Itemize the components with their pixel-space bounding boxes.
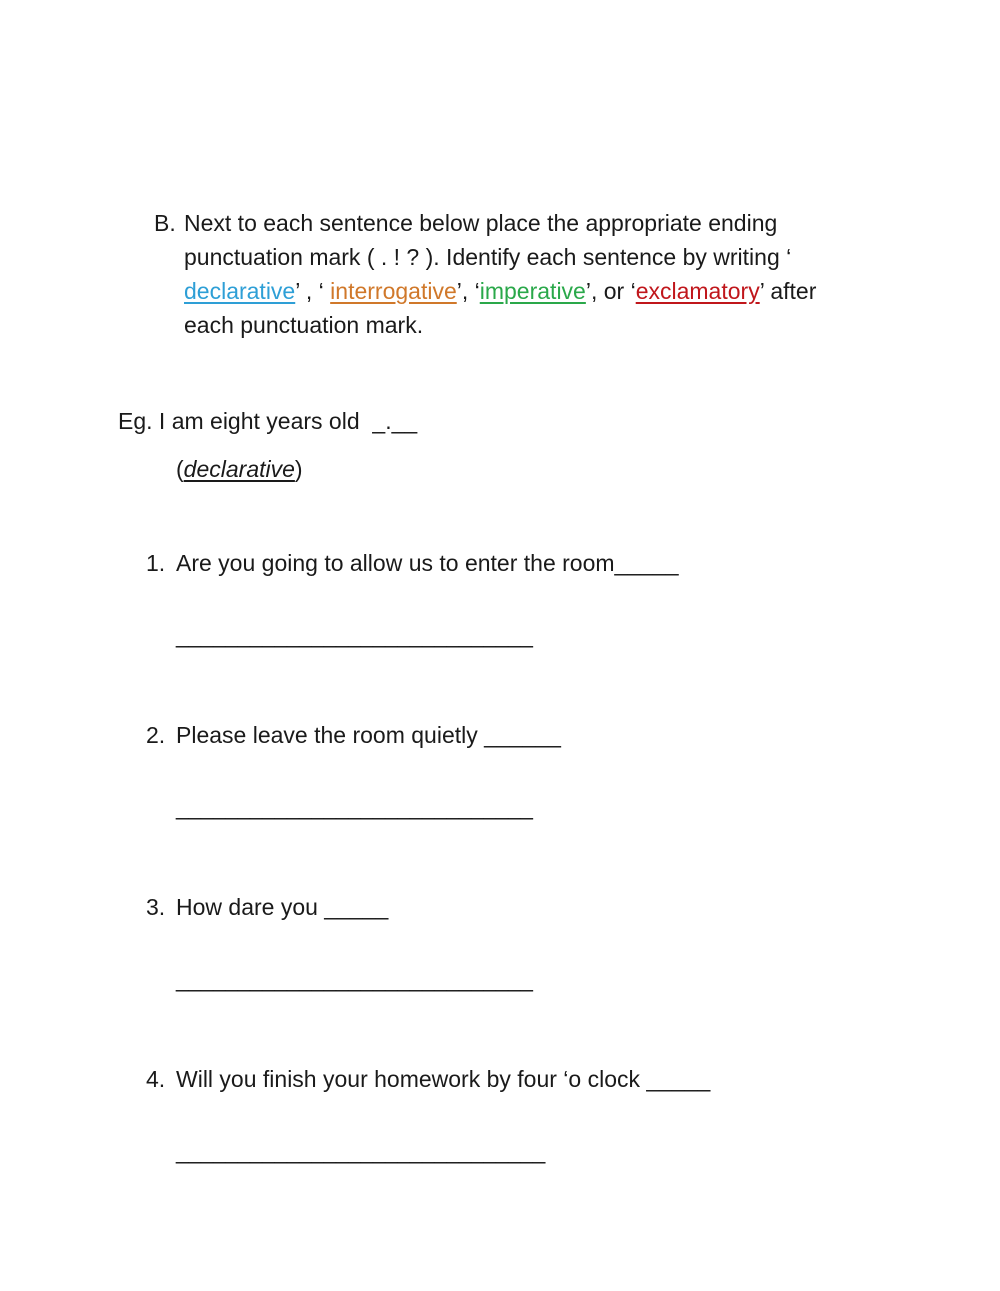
instructions-line-4: each punctuation mark. bbox=[184, 312, 424, 338]
example-text: Eg. I am eight years old bbox=[118, 408, 360, 434]
answer-line[interactable]: ______________________________ bbox=[176, 1138, 545, 1164]
interrogative-link[interactable]: interrogative bbox=[330, 278, 457, 304]
example-answer: (declarative) bbox=[176, 456, 303, 482]
question-text: Are you going to allow us to enter the room_____ bbox=[176, 550, 679, 576]
question-number: 2. bbox=[146, 722, 166, 748]
answer-line[interactable]: _____________________________ bbox=[176, 622, 533, 648]
question-number: 4. bbox=[146, 1066, 166, 1092]
instructions-line-1: Next to each sentence below place the appropriate ending bbox=[184, 210, 778, 236]
imperative-link[interactable]: imperative bbox=[479, 278, 586, 304]
separator: ’, or ‘ bbox=[585, 278, 636, 304]
example-sentence bbox=[118, 408, 417, 435]
example-answer-word: declarative bbox=[183, 456, 295, 482]
instructions-line-2: punctuation mark ( . ! ? ). Identify each sentence by writing ‘ bbox=[184, 244, 792, 270]
separator: ’, ‘ bbox=[456, 278, 480, 304]
answer-line[interactable]: _____________________________ bbox=[176, 966, 533, 992]
declarative-link[interactable]: declarative bbox=[184, 278, 296, 304]
separator: ’ after bbox=[759, 278, 817, 304]
question-number: 1. bbox=[146, 550, 166, 576]
question-number: 3. bbox=[146, 894, 166, 920]
question-text: Will you finish your homework by four ‘o clock _____ bbox=[176, 1066, 711, 1092]
answer-line[interactable]: _____________________________ bbox=[176, 794, 533, 820]
instructions-line-3 bbox=[184, 278, 816, 305]
separator: ’ , ‘ bbox=[295, 278, 331, 304]
exclamatory-link[interactable]: exclamatory bbox=[635, 278, 760, 304]
question-text: How dare you _____ bbox=[176, 894, 389, 920]
section-marker: B. bbox=[154, 210, 176, 236]
question-text: Please leave the room quietly ______ bbox=[176, 722, 561, 748]
example-blank: _.__ bbox=[372, 408, 418, 434]
